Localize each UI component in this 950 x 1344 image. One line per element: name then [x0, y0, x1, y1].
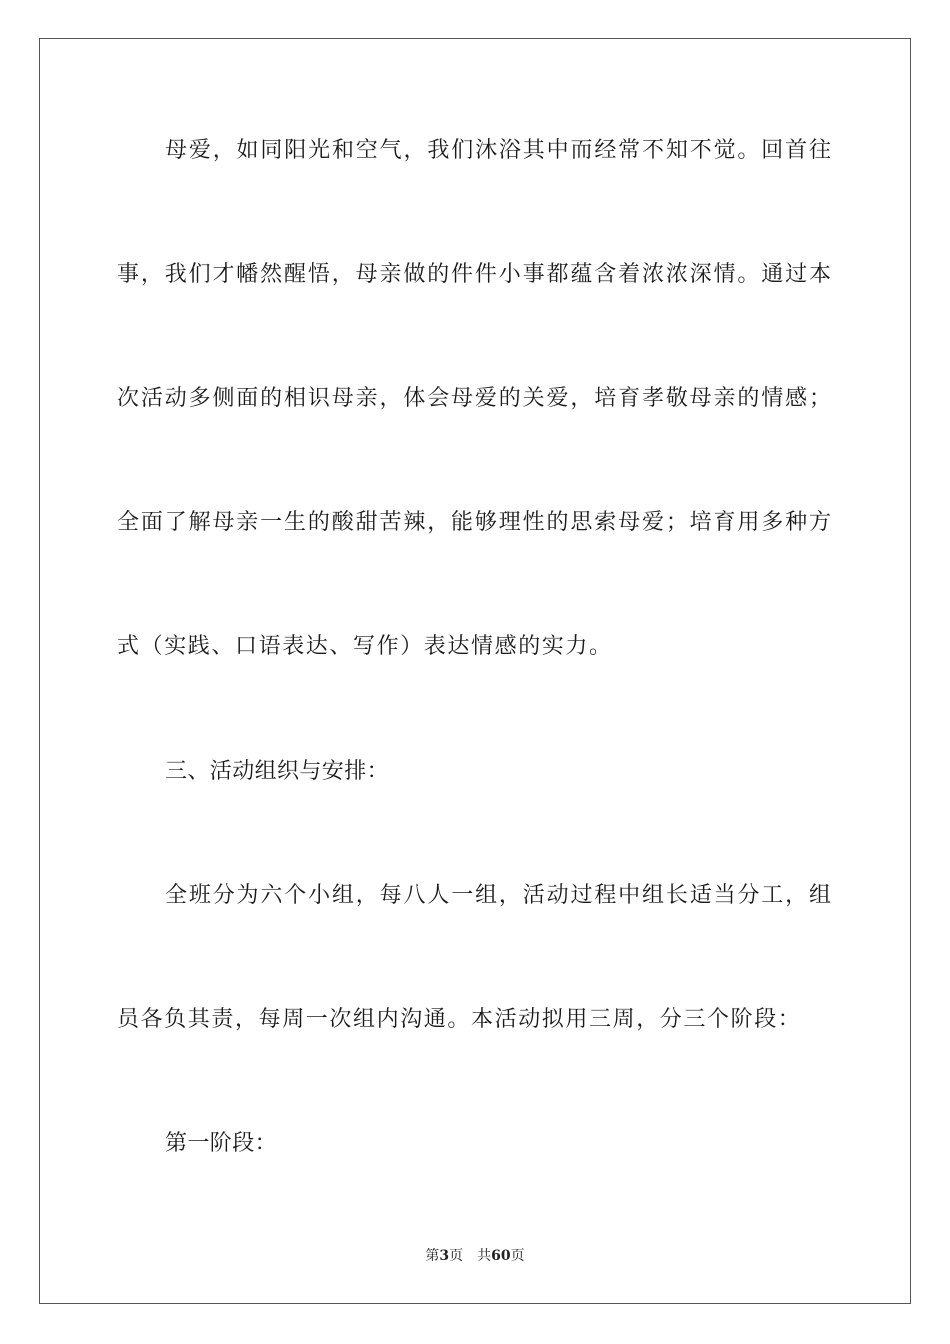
section-heading: 三、活动组织与安排： [165, 759, 390, 784]
paragraph-line-5: 式（实践、口语表达、写作）表达情感的实力。 [117, 634, 613, 659]
footer-total-prefix: 共 [477, 1248, 492, 1264]
footer-page-suffix: 页 [449, 1248, 464, 1264]
paragraph-line-3: 次活动多侧面的相识母亲，体会母爱的关爱，培育孝敬母亲的情感； [117, 386, 831, 411]
paragraph-line-4: 全面了解母亲一生的酸甜苦辣，能够理性的思索母爱；培育用多种方 [117, 510, 831, 535]
footer-total-number: 60 [491, 1248, 511, 1264]
footer-page-prefix: 第 [425, 1248, 440, 1264]
paragraph-line-1: 母爱，如同阳光和空气，我们沐浴其中而经常不知不觉。回首往 [165, 138, 831, 163]
footer-page-number: 3 [439, 1248, 450, 1264]
paragraph-line-6: 全班分为六个小组，每八人一组，活动过程中组长适当分工，组 [165, 883, 831, 908]
stage-heading: 第一阶段： [165, 1131, 278, 1156]
page-footer [0, 1246, 950, 1266]
paragraph-line-2: 事，我们才幡然醒悟，母亲做的件件小事都蕴含着浓浓深情。通过本 [117, 262, 831, 287]
paragraph-line-7: 员各负其责，每周一次组内沟通。本活动拟用三周，分三个阶段： [117, 1007, 802, 1032]
footer-total-suffix: 页 [510, 1248, 525, 1264]
page-border [39, 38, 911, 1304]
